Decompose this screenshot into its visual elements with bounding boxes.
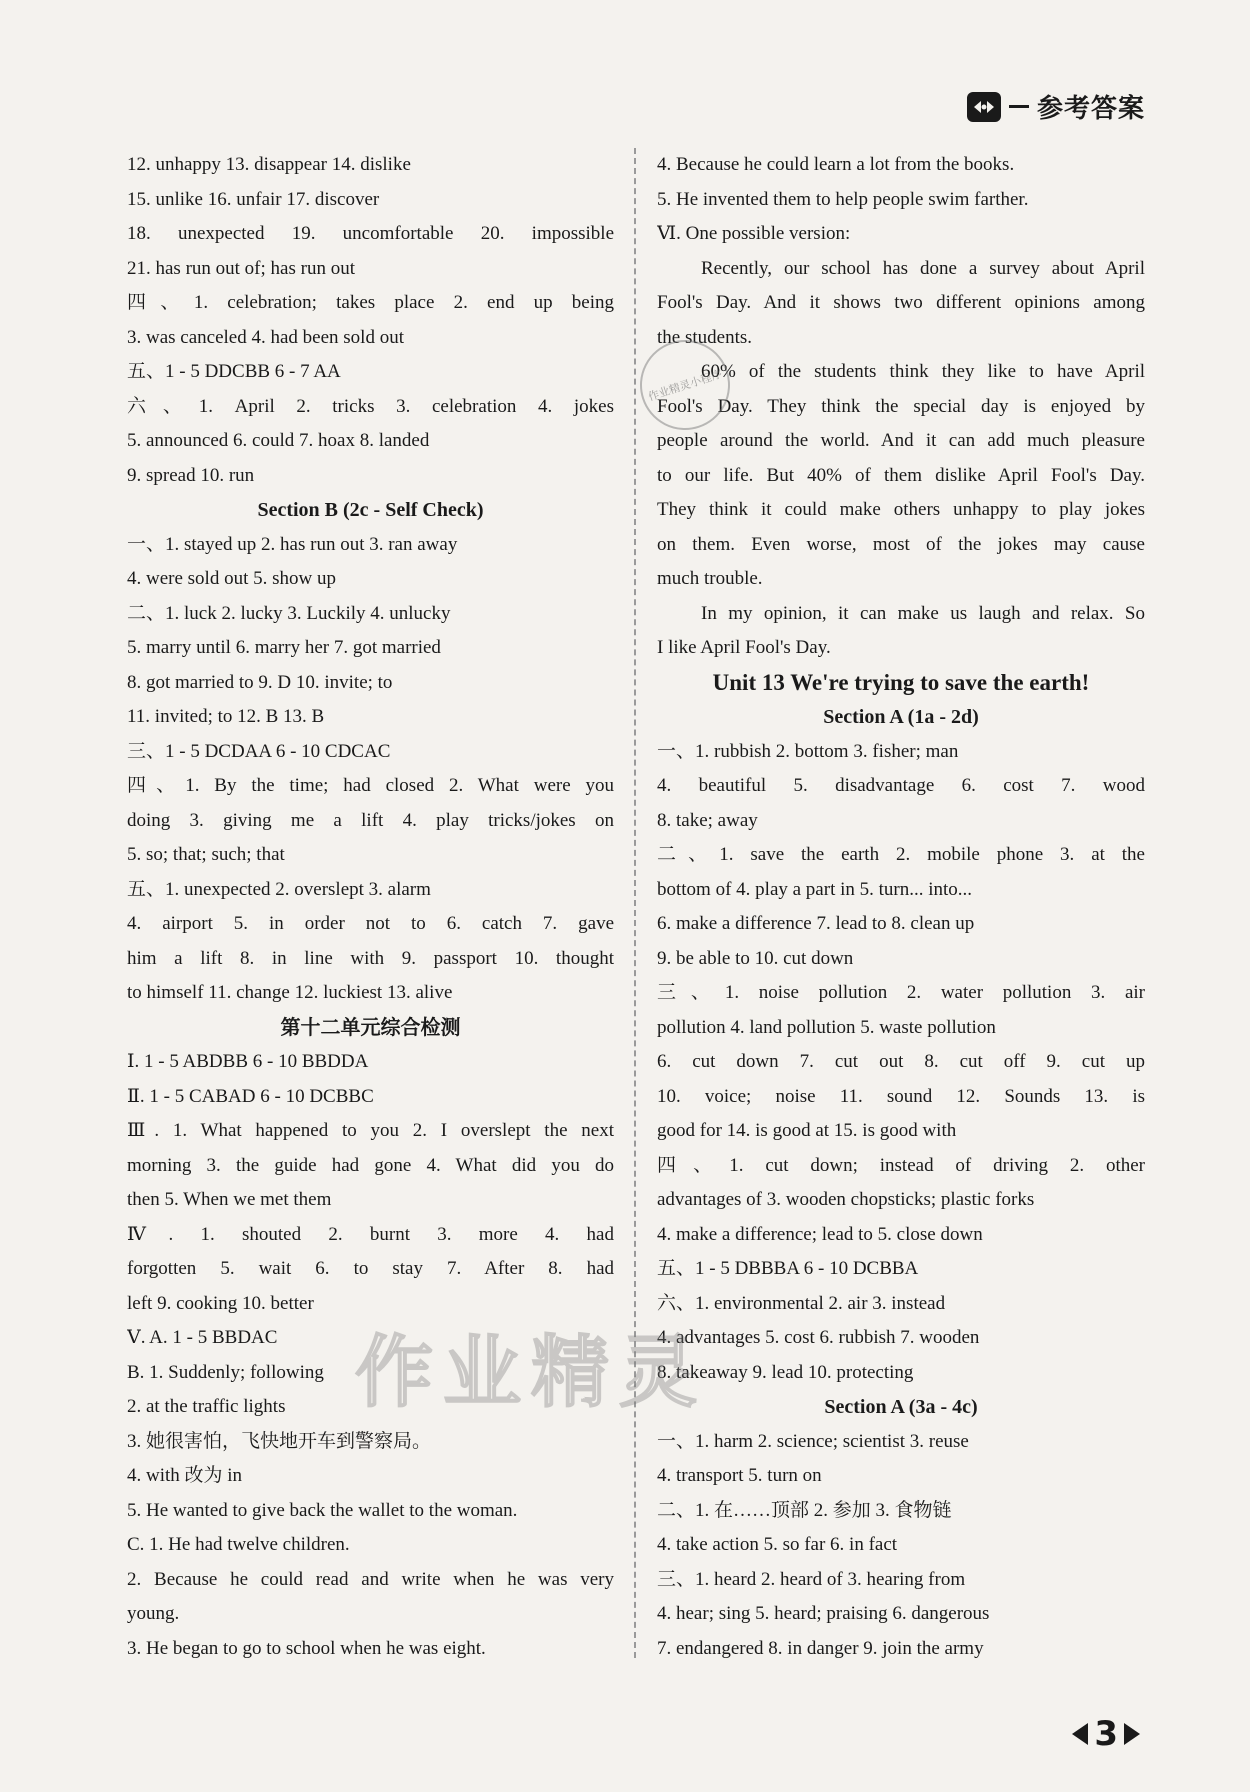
- answer-line: 二、1. save the earth 2. mobile phone 3. at the: [657, 844, 1145, 865]
- answer-line: 9. spread 10. run: [127, 464, 255, 486]
- answer-line: 4. transport 5. turn on: [657, 1465, 822, 1486]
- answer-line: 3. 她很害怕，飞快地开车到警察局。: [127, 1430, 432, 1452]
- answer-line: 8. got married to 9. D 10. invite; to: [127, 671, 393, 693]
- answer-line: him a lift 8. in line with 9. passport 10. thought: [127, 947, 614, 969]
- answer-line: C. 1. He had twelve children.: [127, 1534, 350, 1555]
- answer-line: 4. make a difference; lead to 5. close down: [657, 1223, 983, 1245]
- answer-line: bottom of 4. play a part in 5. turn... into...: [657, 878, 973, 900]
- answer-line: 一、1. harm 2. science; scientist 3. reuse: [657, 1430, 969, 1452]
- answer-line: 一、1. stayed up 2. has run out 3. ran away: [127, 533, 458, 555]
- page-title: 参考答案: [1036, 94, 1145, 124]
- answer-line: B. 1. Suddenly; following: [127, 1361, 324, 1383]
- answer-line: 9. be able to 10. cut down: [657, 947, 854, 969]
- answer-line: 3. He began to go to school when he was eight.: [127, 1637, 486, 1659]
- answer-line: morning 3. the guide had gone 4. What did you do: [127, 1154, 614, 1176]
- answer-line: Ⅵ. One possible version:: [657, 223, 851, 244]
- answer-line: 4. advantages 5. cost 6. rubbish 7. wooden: [657, 1327, 980, 1348]
- answer-line: 五、1 - 5 DBBBA 6 - 10 DCBBA: [657, 1258, 919, 1279]
- answer-line: 8. takeaway 9. lead 10. protecting: [657, 1361, 914, 1383]
- watermark: 作业精灵: [355, 1328, 708, 1418]
- answer-line: 六、1. April 2. tricks 3. celebration 4. jokes: [127, 395, 614, 417]
- answer-line: 二、1. 在……顶部 2. 参加 3. 食物链: [657, 1499, 952, 1521]
- prev-arrow-icon: [1072, 1723, 1088, 1745]
- answer-line: doing 3. giving me a lift 4. play tricks/jokes on: [127, 809, 614, 831]
- answer-line: They think it could make others unhappy to play jokes: [657, 499, 1145, 520]
- answer-line: 4. Because he could learn a lot from the books.: [657, 154, 1015, 175]
- answer-line: 4. with 改为 in: [127, 1465, 243, 1486]
- section-heading: Section B (2c - Self Check): [257, 499, 484, 521]
- answer-line: 三、1. noise pollution 2. water pollution 3. air: [657, 982, 1145, 1003]
- answer-line: 7. endangered 8. in danger 9. join the army: [657, 1637, 984, 1659]
- book-logo-icon: [967, 92, 1001, 122]
- answer-line: pollution 4. land pollution 5. waste pollution: [657, 1016, 996, 1038]
- answer-line: 6. make a difference 7. lead to 8. clean up: [657, 913, 975, 934]
- answer-line: Fool's Day. And it shows two different opinions among: [657, 292, 1145, 313]
- answer-line: 12. unhappy 13. disappear 14. dislike: [127, 154, 411, 175]
- answer-line: the students.: [657, 326, 752, 348]
- answer-line: people around the world. And it can add much pleasure: [657, 430, 1145, 451]
- page-number: [1072, 1714, 1140, 1754]
- answer-line: Ⅴ. A. 1 - 5 BBDAC: [127, 1327, 278, 1348]
- answer-line: 5. announced 6. could 7. hoax 8. landed: [127, 430, 430, 451]
- answer-line: much trouble.: [657, 568, 763, 589]
- stamp-mark: 作业精灵小程序: [628, 328, 741, 441]
- answer-line: 5. He wanted to give back the wallet to the woman.: [127, 1499, 518, 1521]
- answer-line: young.: [127, 1603, 180, 1624]
- answer-line: 21. has run out of; has run out: [127, 257, 355, 279]
- answer-line: 4. hear; sing 5. heard; praising 6. dangerous: [657, 1603, 990, 1624]
- answer-line: 五、1 - 5 DDCBB 6 - 7 AA: [127, 361, 341, 382]
- answer-line: Recently, our school has done a survey about April: [701, 257, 1145, 279]
- answer-line: 四、1. By the time; had closed 2. What were you: [127, 775, 614, 796]
- answer-line: 11. invited; to 12. B 13. B: [127, 706, 325, 727]
- answer-line: then 5. When we met them: [127, 1189, 332, 1210]
- column-divider: [634, 148, 636, 1658]
- section-heading: 第十二单元综合检测: [280, 1016, 461, 1039]
- answer-line: 3. was canceled 4. had been sold out: [127, 326, 404, 348]
- answer-line: Fool's Day. They think the special day is enjoyed by: [657, 395, 1145, 417]
- answer-line: 三、1. heard 2. heard of 3. hearing from: [657, 1568, 966, 1590]
- answer-line: Ⅳ. 1. shouted 2. burnt 3. more 4. had: [127, 1223, 614, 1245]
- left-answer-column: [127, 148, 614, 1666]
- answer-line: 4. take action 5. so far 6. in fact: [657, 1534, 898, 1555]
- answer-line: Ⅰ. 1 - 5 ABDBB 6 - 10 BBDDA: [127, 1051, 369, 1072]
- answer-line: 4. were sold out 5. show up: [127, 568, 336, 589]
- answer-line: I like April Fool's Day.: [657, 637, 831, 658]
- answer-line: 18. unexpected 19. uncomfortable 20. impossible: [127, 223, 614, 244]
- answer-line: 四、1. cut down; instead of driving 2. other: [657, 1154, 1145, 1176]
- unit-title: Unit 13 We're trying to save the earth!: [712, 669, 1090, 695]
- answer-line: 一、1. rubbish 2. bottom 3. fisher; man: [657, 740, 959, 762]
- answer-line: 8. take; away: [657, 809, 758, 831]
- answer-line: 三、1 - 5 DCDAA 6 - 10 CDCAC: [127, 740, 391, 762]
- answer-line: 2. at the traffic lights: [127, 1396, 286, 1417]
- answer-line: 5. marry until 6. marry her 7. got married: [127, 637, 441, 658]
- answer-line: 六、1. environmental 2. air 3. instead: [657, 1292, 946, 1314]
- answer-line: good for 14. is good at 15. is good with: [657, 1120, 957, 1141]
- answer-line: 15. unlike 16. unfair 17. discover: [127, 188, 380, 210]
- answer-line: to himself 11. change 12. luckiest 13. alive: [127, 982, 453, 1003]
- page-header: [967, 88, 1145, 125]
- answer-line: advantages of 3. wooden chopsticks; plastic forks: [657, 1189, 1035, 1210]
- answer-line: 5. He invented them to help people swim farther.: [657, 188, 1029, 210]
- answer-line: forgotten 5. wait 6. to stay 7. After 8. had: [127, 1258, 614, 1279]
- answer-line: Ⅲ. 1. What happened to you 2. I overslept the next: [127, 1120, 614, 1141]
- right-answer-column: [657, 148, 1145, 1666]
- answer-line: Ⅱ. 1 - 5 CABAD 6 - 10 DCBBC: [127, 1085, 374, 1107]
- answer-line: 60% of the students think they like to have April: [701, 361, 1145, 382]
- answer-line: 五、1. unexpected 2. overslept 3. alarm: [127, 878, 431, 900]
- answer-line: 6. cut down 7. cut out 8. cut off 9. cut up: [657, 1051, 1145, 1072]
- answer-line: In my opinion, it can make us laugh and relax. So: [701, 602, 1145, 624]
- header-rule: [1009, 105, 1029, 108]
- answer-line: 5. so; that; such; that: [127, 844, 285, 865]
- answer-line: 二、1. luck 2. lucky 3. Luckily 4. unlucky: [127, 602, 451, 624]
- answer-line: 10. voice; noise 11. sound 12. Sounds 13. is: [657, 1085, 1145, 1107]
- next-arrow-icon: [1124, 1723, 1140, 1745]
- answer-line: left 9. cooking 10. better: [127, 1292, 314, 1314]
- section-heading: Section A (1a - 2d): [823, 706, 979, 728]
- answer-line: 4. airport 5. in order not to 6. catch 7. gave: [127, 913, 614, 934]
- answer-line: 2. Because he could read and write when he was very: [127, 1568, 614, 1590]
- section-heading: Section A (3a - 4c): [824, 1396, 978, 1418]
- page-number-value: 3: [1094, 1714, 1118, 1754]
- answer-line: on them. Even worse, most of the jokes may cause: [657, 533, 1145, 555]
- answer-line: 四、1. celebration; takes place 2. end up being: [127, 292, 614, 313]
- answer-line: 4. beautiful 5. disadvantage 6. cost 7. wood: [657, 775, 1145, 796]
- answer-line: to our life. But 40% of them dislike April Fool's Day.: [657, 464, 1145, 486]
